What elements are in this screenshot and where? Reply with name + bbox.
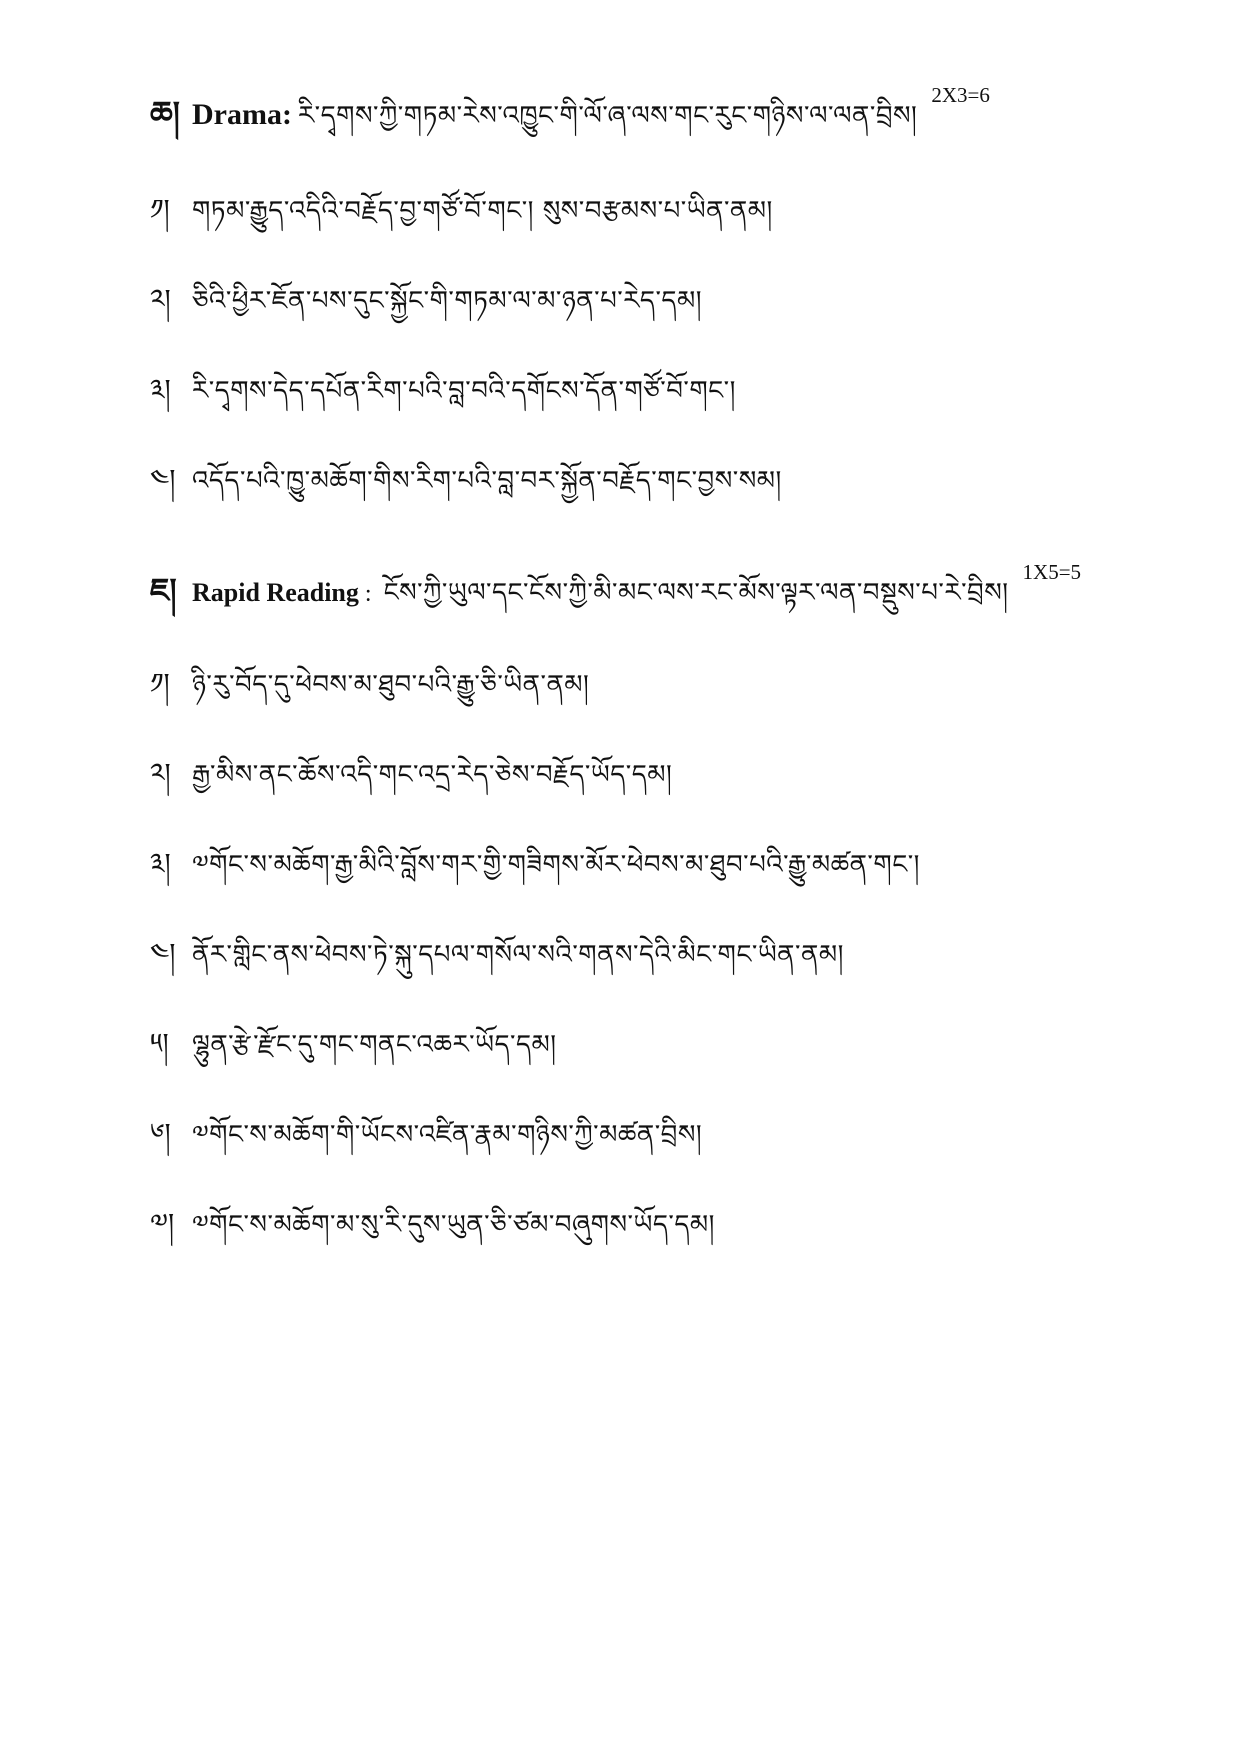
question-text: ལྷུན་རྩེ་རྫོང་དུ་གང་གནང་འཆར་ཡོད་དམ།: [192, 1030, 557, 1060]
question-text: ༧གོང་ས་མཆོག་གི་ཡོངས་འཛིན་རྣམ་གཉིས་ཀྱི་མཚན་བྲིས།: [192, 1120, 703, 1150]
question-item: [150, 1012, 557, 1091]
section-title: Drama:: [192, 98, 292, 131]
question-text: ༧གོང་ས་མཆོག་རྒྱ་མིའི་བློས་གར་གྱི་གཟིགས་མོར་ཕེབས་མ་ཐུབ་པའི་རྒྱུ་མཚན་གང་།: [192, 850, 920, 880]
question-item: [150, 742, 672, 821]
question-text: རྒྱ་མིས་ནང་ཆོས་འདི་གང་འདྲ་རེད་ཅེས་བརྗོད་ཡོད་དམ།: [192, 760, 673, 790]
section-instruction: ངོས་ཀྱི་ཡུལ་དང་ངོས་ཀྱི་མི་མང་ལས་རང་མོས་ལྟར་ལན་བསྡུས་པ་རེ་བྲིས།: [383, 578, 1009, 608]
question-item: [150, 1192, 715, 1271]
question-item: [150, 358, 736, 437]
question-number: ༢།: [150, 757, 171, 790]
question-number: ༤།: [150, 937, 176, 970]
section-marker: ཆ།: [150, 94, 180, 132]
question-text: ནོར་གླིང་ནས་ཕེབས་ཏེ་སྐུ་དཔལ་གསོལ་སའི་གནས་དེའི་མིང་གང་ཡིན་ནམ།: [192, 940, 844, 970]
question-number: ༧།: [150, 1207, 175, 1240]
question-item: [150, 178, 773, 257]
question-number: ༢།: [150, 283, 171, 316]
question-item: [150, 448, 782, 527]
question-number: ༣།: [150, 373, 171, 406]
question-text: ཉི་རུ་བོད་དུ་ཕེབས་མ་ཐུབ་པའི་རྒྱུ་ཅི་ཡིན་ནམ།: [192, 670, 590, 700]
question-item: [150, 652, 589, 731]
question-number: ༡།: [150, 667, 170, 700]
question-item: [150, 922, 844, 1001]
section-rapid-reading-header: [150, 555, 1081, 645]
question-text: གཏམ་རྒྱུད་འདིའི་བརྗོད་བྱ་གཙོ་བོ་གང་། སུས་བརྩམས་པ་ཡིན་ནམ།: [192, 196, 773, 226]
question-item: [150, 1102, 702, 1181]
question-item: [150, 832, 920, 911]
question-number: ༣།: [150, 847, 171, 880]
section-marker: ཇ།: [150, 571, 177, 609]
section-instruction: རི་དྭགས་ཀྱི་གཏམ་རེས་འཁྱུང་གི་ལོ་ཞ་ལས་གང་རུང་གཉིས་ལ་ལན་བྲིས།: [297, 101, 918, 131]
question-number: ༥།: [150, 1027, 169, 1060]
section-title-colon: :: [364, 581, 372, 607]
question-text: འདོད་པའི་ཁྱུ་མཆོག་གིས་རིག་པའི་བླ་བར་སྐྱོན་བརྗོད་གང་བྱས་སམ།: [192, 466, 782, 496]
section-title: Rapid Reading: [192, 578, 359, 607]
question-text: རི་དྭགས་དེད་དཔོན་རིག་པའི་བླ་བའི་དགོངས་དོན་གཙོ་བོ་གང་།: [192, 376, 736, 406]
question-text: ༧གོང་ས་མཆོག་མ་སུ་རི་དུས་ཡུན་ཅི་ཙམ་བཞུགས་ཡོད་དམ།: [192, 1210, 715, 1240]
marks-allocation: 2X3=6: [931, 83, 990, 107]
question-number: ༤།: [150, 463, 176, 496]
question-item: [150, 268, 702, 347]
section-drama-header: [150, 78, 990, 168]
question-number: ༡།: [150, 193, 170, 226]
marks-allocation: 1X5=5: [1022, 560, 1082, 584]
question-text: ཅིའི་ཕྱིར་ཇོན་པས་དུང་སྐྱོང་གི་གཏམ་ལ་མ་ཉན་པ་རེད་དམ།: [192, 286, 702, 316]
question-number: ༦།: [150, 1117, 171, 1150]
